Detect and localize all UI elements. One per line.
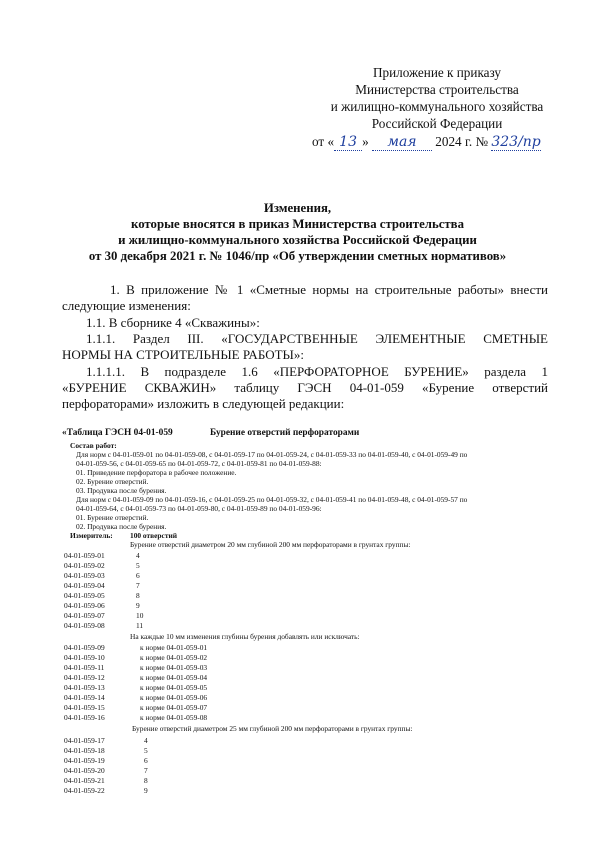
operation-1-01: 01. Приведение перфоратора в рабочее положение. [76,468,237,477]
table-row-value: 4 [136,551,140,560]
table-row-code: 04-01-059-15 [64,703,105,712]
table-row-value: 9 [136,601,140,610]
table-row-code: 04-01-059-01 [64,551,105,560]
table-row-code: 04-01-059-19 [64,756,105,765]
table-row-code: 04-01-059-17 [64,736,105,745]
group-3-title: Бурение отверстий диаметром 25 мм глубиной 200 мм перфораторами в грунтах группы: [132,724,413,733]
table-row-code: 04-01-059-03 [64,571,105,580]
para-1b: следующие изменения: [62,298,191,313]
table-row-code: 04-01-059-11 [64,663,105,672]
table-row-value: 7 [136,581,140,590]
handwritten-month: мая [372,134,432,151]
table-row-code: 04-01-059-14 [64,693,105,702]
table-row-code: 04-01-059-08 [64,621,105,630]
table-row-value: 8 [136,591,140,600]
norms-range-2b: 04-01-059-64, с 04-01-059-73 по 04-01-059-80, с 04-01-059-89 по 04-01-059-96: [76,504,322,513]
table-row-code: 04-01-059-18 [64,746,105,755]
handwritten-day: 13 [334,134,362,151]
header-line-2: Министерства строительства [355,82,519,97]
para-2: 1.1. В сборнике 4 «Скважины»: [86,315,260,330]
table-row-value: 10 [136,611,144,620]
table-row-code: 04-01-059-05 [64,591,105,600]
header-line-1: Приложение к приказу [372,65,502,80]
table-row-value: к норме 04-01-059-05 [140,683,208,692]
table-row-value: 5 [144,746,148,755]
table-row-value: 5 [136,561,140,570]
header-line-3: и жилищно-коммунального хозяйства [330,99,544,114]
operation-2-02: 02. Продувка после бурения. [76,522,167,531]
doc-title-3: и жилищно-коммунального хозяйства Российской Федерации [118,233,477,247]
operation-1-02: 02. Бурение отверстий. [76,477,149,486]
para-3b: НОРМЫ НА СТРОИТЕЛЬНЫЕ РАБОТЫ»: [62,347,304,362]
para-4c: перфораторами» изложить в следующей редакции: [62,396,345,411]
table-row-value: к норме 04-01-059-07 [140,703,208,712]
table-row-value: 4 [144,736,148,745]
group-2-title: На каждые 10 мм изменения глубины бурения добавлять или исключать: [130,632,360,641]
meter-value: 100 отверстий [130,531,177,540]
para-1a: 1. В приложение № 1 «Сметные нормы на строительные работы» внести [110,282,548,297]
table-row-value: 6 [136,571,140,580]
norms-range-1a: Для норм с 04-01-059-01 по 04-01-059-08, с 04-01-059-17 по 04-01-059-24, с 04-01-059-33 по 04-01-059-40, с 04-01-059-49 по [76,450,468,459]
para-4b: «БУРЕНИЕ СКВАЖИН» таблицу ГЭСН 04-01-059 «Бурение отверстий [62,380,548,395]
table-row-code: 04-01-059-21 [64,776,105,785]
meter-label: Измеритель: [70,531,113,540]
table-row-value: к норме 04-01-059-08 [140,713,208,722]
operation-1-03: 03. Продувка после бурения. [76,486,167,495]
table-row-code: 04-01-059-06 [64,601,105,610]
doc-title-2: которые вносятся в приказ Министерства строительства [131,217,464,231]
table-row-code: 04-01-059-13 [64,683,105,692]
handwritten-number: 323/пр [491,134,541,150]
group-1-title: Бурение отверстий диаметром 20 мм глубиной 200 мм перфораторами в грунтах группы: [130,540,411,549]
table-row-value: 9 [144,786,148,795]
norms-range-1b: 04-01-059-56, с 04-01-059-65 по 04-01-059-72, с 04-01-059-81 по 04-01-059-88: [76,459,322,468]
header-line-4: Российской Федерации [371,116,503,131]
composition-label: Состав работ: [70,441,117,450]
table-row-value: к норме 04-01-059-03 [140,663,208,672]
table-row-code: 04-01-059-02 [64,561,105,570]
table-row-code: 04-01-059-09 [64,643,105,652]
table-name: Бурение отверстий перфораторами [210,428,360,438]
doc-title-1: Изменения, [263,201,332,215]
para-3a: 1.1.1. Раздел III. «ГОСУДАРСТВЕННЫЕ ЭЛЕМЕНТНЫЕ СМЕТНЫЕ [86,331,548,346]
operation-2-01: 01. Бурение отверстий. [76,513,149,522]
table-row-code: 04-01-059-20 [64,766,105,775]
table-code: «Таблица ГЭСН 04-01-059 [62,428,173,438]
table-row-value: к норме 04-01-059-04 [140,673,208,682]
table-row-code: 04-01-059-04 [64,581,105,590]
table-row-value: 11 [136,621,144,630]
para-4a: 1.1.1.1. В подразделе 1.6 «ПЕРФОРАТОРНОЕ БУРЕНИЕ» раздела 1 [86,364,548,379]
table-row-code: 04-01-059-12 [64,673,105,682]
table-row-value: к норме 04-01-059-01 [140,643,208,652]
table-row-value: 8 [144,776,148,785]
table-row-value: 6 [144,756,148,765]
table-row-code: 04-01-059-07 [64,611,105,620]
table-row-code: 04-01-059-10 [64,653,105,662]
table-row-code: 04-01-059-16 [64,713,105,722]
norms-range-2a: Для норм с 04-01-059-09 по 04-01-059-16, с 04-01-059-25 по 04-01-059-32, с 04-01-059-41 по 04-01-059-48, с 04-01-059-57 по [76,495,468,504]
table-row-value: к норме 04-01-059-02 [140,653,208,662]
table-row-value: 7 [144,766,148,775]
order-date-line: от « 13 » мая 2024 г. № 323/пр [312,134,541,150]
doc-title-4: от 30 декабря 2021 г. № 1046/пр «Об утверждении сметных нормативов» [88,249,507,263]
table-row-code: 04-01-059-22 [64,786,105,795]
table-row-value: к норме 04-01-059-06 [140,693,208,702]
